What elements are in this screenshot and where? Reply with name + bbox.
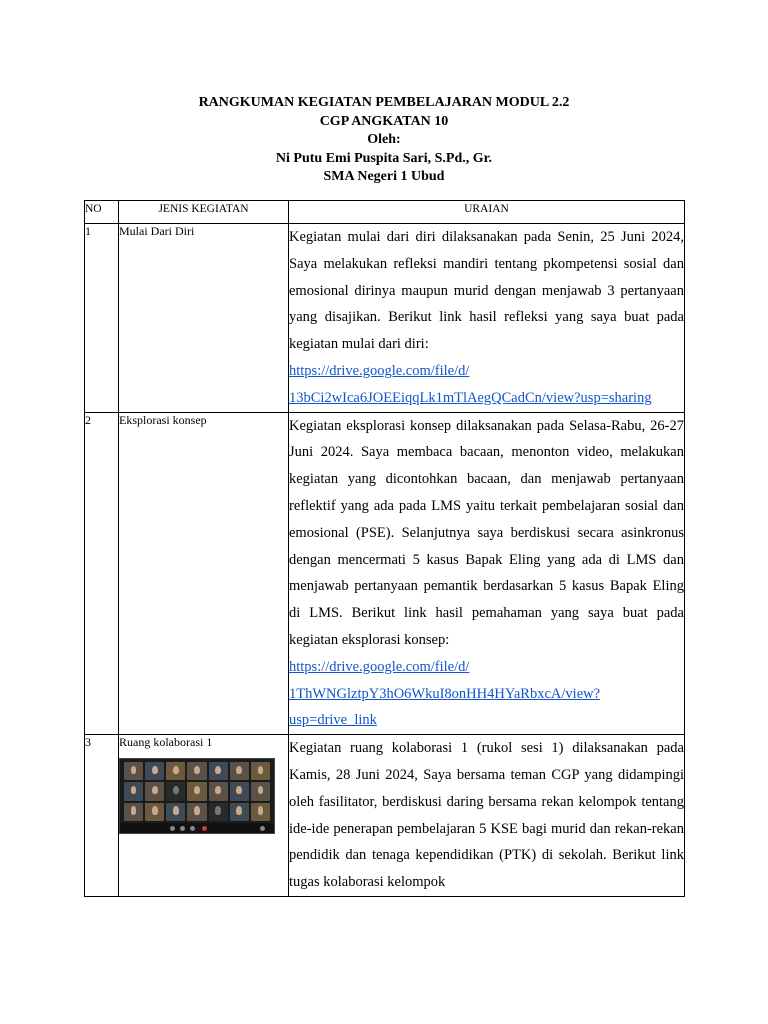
link-line: 13bCi2wIca6JOEEiqqLk1mTlAegQCadCn/view?usp=sharing <box>289 389 652 406</box>
drive-link[interactable] <box>289 654 684 734</box>
activity-name: Ruang kolaborasi 1 <box>119 735 213 750</box>
activity-description <box>289 224 685 413</box>
participant-tile <box>166 762 185 780</box>
description-text: Kegiatan ruang kolaborasi 1 (rukol sesi 1) dilaksanakan pada Kamis, 28 Juni 2024, Saya bersama teman CGP yang didampingi oleh fasilitator, berdiskusi daring bersama rekan kelompok tentang ide-ide penerapan pembelajaran 5 KSE bagi murid dan rekan-rekan pendidik dan tenaga kependidikan (PTK) di sekolah. Berikut link tugas kolaborasi kelompok <box>289 740 684 891</box>
participant-tile <box>251 803 270 821</box>
participant-tile <box>166 803 185 821</box>
table-row <box>85 735 685 897</box>
row-number: 1 <box>85 224 119 413</box>
participant-tile <box>209 762 228 780</box>
participant-tile <box>187 803 206 821</box>
description-text: Kegiatan eksplorasi konsep dilaksanakan pada Selasa-Rabu, 26-27 Juni 2024. Saya membaca bacaan, menonton video, melakukan kegiatan yang dicontohkan bacaan, dan menjawab pertanyaan reflektif yang ada pada LMS yaitu terkait pembelajaran sosial dan emosional (PSE). Selanjutnya saya berdiskusi secara asinkronus dengan mencermati 5 kasus Bapak Eling yang ada di LMS dan menjawab pertanyaan pemantik berdasarkan 5 kasus Bapak Eling di LMS. Berikut link hasil pemahaman yang saya buat pada kegiatan eksplorasi konsep: <box>289 417 684 648</box>
mic-icon <box>170 826 175 831</box>
participant-tile <box>124 782 143 800</box>
share-icon <box>190 826 195 831</box>
activity-name-cell <box>119 735 289 897</box>
document-header <box>0 94 768 187</box>
meeting-control-bar <box>120 823 274 833</box>
document-title: RANGKUMAN KEGIATAN PEMBELAJARAN MODUL 2.2 <box>198 95 570 110</box>
participant-tile <box>251 762 270 780</box>
row-number: 3 <box>85 735 119 897</box>
row-number: 2 <box>85 412 119 735</box>
activity-description <box>289 412 685 735</box>
participant-tile <box>124 803 143 821</box>
table-row <box>85 224 685 413</box>
participant-tile <box>209 803 228 821</box>
link-line: https://drive.google.com/file/d/ <box>289 658 470 675</box>
participant-tile <box>187 762 206 780</box>
participant-tile <box>230 762 249 780</box>
table-header-row <box>85 201 685 224</box>
participant-tile <box>209 782 228 800</box>
video-meeting-screenshot <box>119 758 275 834</box>
table-row <box>85 412 685 735</box>
participant-tile <box>251 782 270 800</box>
participant-tile <box>145 803 164 821</box>
participant-grid <box>124 762 270 821</box>
school-name: SMA Negeri 1 Ubud <box>323 169 445 184</box>
activity-name: Mulai Dari Diri <box>119 224 289 413</box>
author-name: Ni Putu Emi Puspita Sari, S.Pd., Gr. <box>275 150 493 166</box>
participant-tile <box>145 762 164 780</box>
drive-link[interactable] <box>289 358 684 412</box>
activity-table <box>84 200 685 897</box>
participant-tile <box>187 782 206 800</box>
participant-tile <box>230 803 249 821</box>
link-line: https://drive.google.com/file/d/ <box>289 362 470 379</box>
participant-tile <box>166 782 185 800</box>
activity-description <box>289 735 685 897</box>
document-subtitle: CGP ANGKATAN 10 <box>319 113 449 129</box>
camera-icon <box>180 826 185 831</box>
link-line: 1ThWNGlztpY3hO6WkuI8onHH4HYaRbxcA/view? <box>289 685 601 702</box>
link-line: usp=drive_link <box>289 712 377 729</box>
author-prefix: Oleh: <box>367 132 401 147</box>
participant-tile <box>145 782 164 800</box>
people-icon <box>260 826 265 831</box>
column-header-uraian: URAIAN <box>289 201 685 224</box>
activity-name: Eksplorasi konsep <box>119 412 289 735</box>
participant-tile <box>124 762 143 780</box>
participant-tile <box>230 782 249 800</box>
column-header-jenis: JENIS KEGIATAN <box>119 201 289 224</box>
column-header-no: NO <box>85 201 119 224</box>
end-call-icon <box>202 826 207 831</box>
description-text: Kegiatan mulai dari diri dilaksanakan pada Senin, 25 Juni 2024, Saya melakukan refleksi mandiri tentang pkompetensi sosial dan emosional dirinya maupun murid dengan menjawab 3 pertanyaan yang disajikan. Berikut link hasil refleksi yang saya buat pada kegiatan mulai dari diri: <box>289 229 684 353</box>
